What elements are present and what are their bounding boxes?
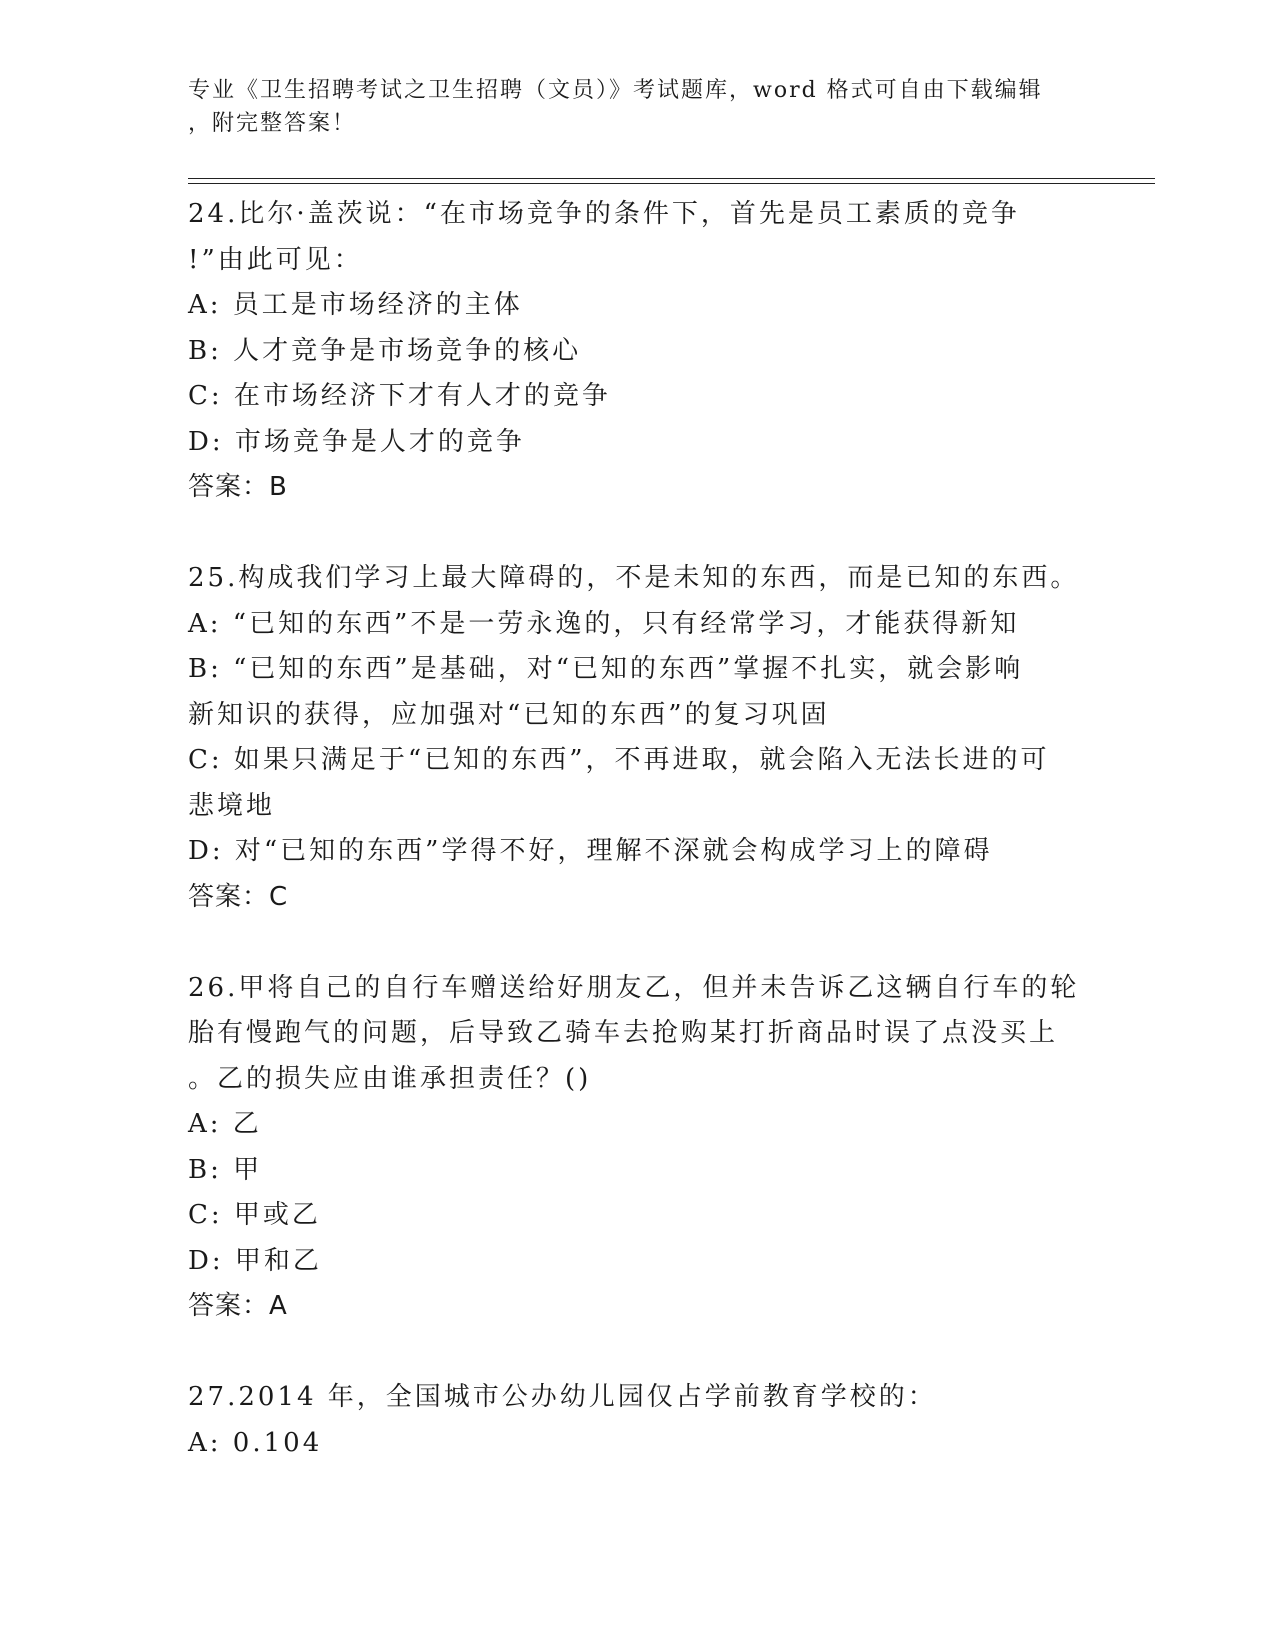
answer-line: 答案：B: [188, 472, 288, 502]
question-stem-line: !”由此可见：: [188, 244, 363, 275]
question-stem-line: 24.比尔·盖茨说：“在市场竞争的条件下，首先是员工素质的竞争: [188, 199, 1020, 229]
document-header-note: [188, 74, 1078, 140]
question-stem-line: 26.甲将自己的自行车赠送给好朋友乙，但并未告诉乙这辆自行车的轮: [188, 972, 1080, 1003]
header-divider-bottom: [188, 183, 1155, 184]
header-note-line-1: 专业《卫生招聘考试之卫生招聘（文员）》考试题库，word 格式可自由下载编辑: [188, 78, 1043, 103]
question-stem-line: 胎有慢跑气的问题，后导致乙骑车去抢购某打折商品时误了点没买上: [188, 1018, 1059, 1048]
question-stem-line: 25.构成我们学习上最大障碍的，不是未知的东西，而是已知的东西。: [188, 563, 1080, 593]
header-divider-top: [188, 178, 1155, 179]
option-b: B: “已知的东西”是基础，对“已知的东西”掌握不扎实，就会影响: [188, 654, 1024, 684]
answer-line: 答案：C: [188, 881, 289, 912]
option-b: B: 甲: [188, 1154, 263, 1185]
option-a: A: 员工是市场经济的主体: [188, 290, 523, 320]
question-24: [188, 192, 1088, 511]
question-stem-line: 。乙的损失应由谁承担责任？(): [188, 1063, 592, 1094]
option-a: A: 乙: [188, 1109, 262, 1139]
option-d: D: 市场竞争是人才的竞争: [188, 426, 525, 457]
option-c: C: 在市场经济下才有人才的竞争: [188, 381, 611, 411]
option-b-continued: 新知识的获得，应加强对“已知的东西”的复习巩固: [188, 699, 830, 730]
option-d: D: 甲和乙: [188, 1245, 322, 1276]
option-a: A: 0.104: [188, 1427, 323, 1458]
question-stem-line: 27.2014 年，全国城市公办幼儿园仅占学前教育学校的：: [188, 1382, 937, 1412]
option-a: A: “已知的东西”不是一劳永逸的，只有经常学习，才能获得新知: [188, 608, 1020, 639]
option-c: C: 甲或乙: [188, 1200, 321, 1230]
option-c-continued: 悲境地: [188, 790, 276, 821]
question-26: [188, 966, 1088, 1330]
option-d: D: 对“已知的东西”学得不好，理解不深就会构成学习上的障碍: [188, 836, 993, 866]
header-note-line-2: ，附完整答案！: [188, 111, 357, 136]
option-c: C: 如果只满足于“已知的东西”，不再进取，就会陷入无法长进的可: [188, 745, 1050, 775]
question-list: [188, 192, 1088, 1466]
question-27: [188, 1375, 1088, 1466]
answer-line: 答案：A: [188, 1291, 288, 1321]
option-b: B: 人才竞争是市场竞争的核心: [188, 335, 582, 366]
question-25: [188, 556, 1088, 920]
